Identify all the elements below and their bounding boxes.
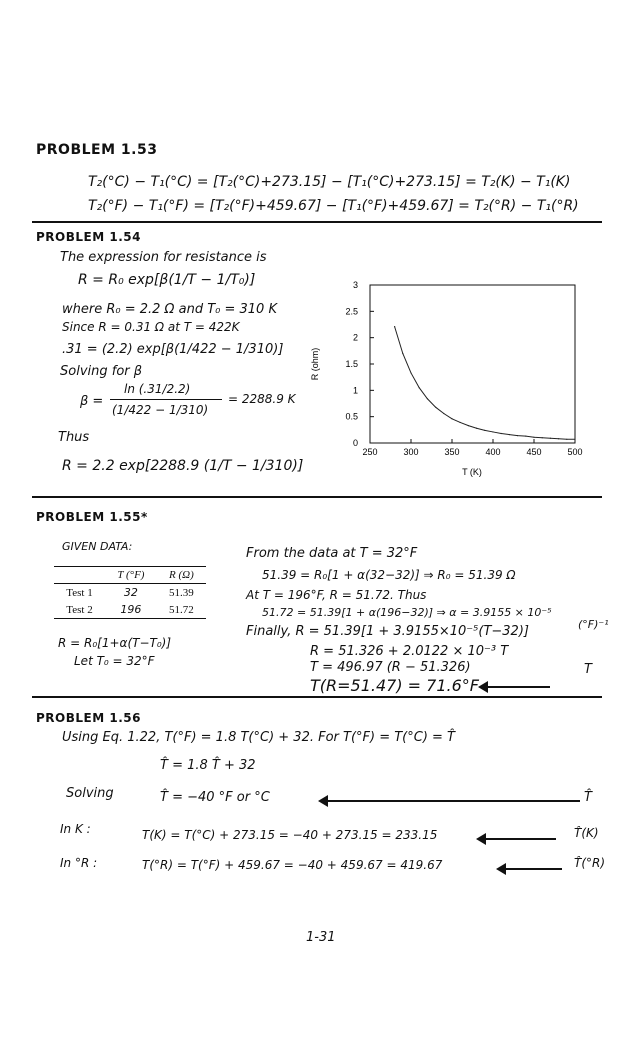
table-header-row xyxy=(54,567,206,584)
chart-data-point xyxy=(394,326,395,327)
p154-line-substitution: .31 = (2.2) exp[β(1/422 − 1/310)] xyxy=(62,342,284,357)
chart-data-point xyxy=(501,433,502,434)
p156-line-4: T(K) = T(°C) + 273.15 = −40 + 273.15 = 233.15 xyxy=(142,828,438,842)
table-row xyxy=(54,584,206,602)
chart-data-point xyxy=(402,353,403,354)
chart-x-tick-label: 300 xyxy=(403,447,419,457)
p156-answer-2: T̂(K) xyxy=(574,826,599,840)
table-header-cell: R (Ω) xyxy=(169,569,194,581)
p155-right-line-5: Finally, R = 51.39[1 + 3.9155×10⁻⁵(T−32)] xyxy=(246,624,529,639)
table-cell: 196 xyxy=(120,603,142,616)
chart-x-tick-label: 450 xyxy=(526,447,542,457)
p155-reference-temp: Let T₀ = 32°F xyxy=(74,654,155,668)
chart-y-tick-label: 3 xyxy=(352,280,358,290)
table-cell: Test 2 xyxy=(66,603,93,616)
p155-right-line-7: T = 496.97 (R − 51.326) xyxy=(310,660,471,675)
p156-answer-1: T̂ xyxy=(584,790,592,805)
arrow-icon xyxy=(480,686,550,688)
chart-y-tick-label: 0.5 xyxy=(345,411,358,422)
table-cell: 32 xyxy=(123,586,138,599)
p155-alpha-units: (°F)⁻¹ xyxy=(578,618,609,631)
page-number: 1-31 xyxy=(306,930,336,945)
p155-given-data: GIVEN DATA: xyxy=(62,540,133,553)
divider xyxy=(32,221,602,223)
chart-data-point xyxy=(443,413,444,414)
chart-y-tick-label: 2.5 xyxy=(345,306,358,317)
table-cell: Test 1 xyxy=(66,586,93,599)
divider xyxy=(32,696,602,698)
chart-data-point xyxy=(542,437,543,438)
chart-data-point xyxy=(517,435,518,436)
p155-final-answer: T(R=51.47) = 71.6°F xyxy=(310,676,479,695)
divider xyxy=(32,496,602,498)
chart-data-point xyxy=(476,428,477,429)
p154-fraction-denominator: (1/422 − 1/310) xyxy=(112,403,209,417)
problem-1-56-header: PROBLEM 1.56 xyxy=(36,711,141,725)
p154-line-expression: The expression for resistance is xyxy=(60,250,267,265)
p155-model-equation: R = R₀[1+α(T−T₀)] xyxy=(58,636,172,650)
p154-line-solving: Solving for β xyxy=(60,364,143,379)
p154-line-result: R = 2.2 exp[2288.9 (1/T − 1/310)] xyxy=(62,458,304,474)
chart-x-tick-label: 350 xyxy=(444,447,460,457)
table-header-cell xyxy=(54,567,105,584)
chart-data-point xyxy=(558,438,559,439)
p156-solving-label: Solving xyxy=(66,786,114,801)
p155-right-line-6: R = 51.326 + 2.0122 × 10⁻³ T xyxy=(310,644,509,659)
p155-data-table-wrap xyxy=(54,566,206,619)
table-row xyxy=(54,601,206,618)
arrow-icon xyxy=(498,868,562,870)
p153-equation-1: T₂(°C) − T₁(°C) = [T₂(°C)+273.15] − [T₁(°C)+273.15] = T₂(K) − T₁(K) xyxy=(88,174,571,190)
chart-data-point xyxy=(419,387,420,388)
chart-data-point xyxy=(533,437,534,438)
problem-1-54-header: PROBLEM 1.54 xyxy=(36,230,141,244)
p155-answer-marker: T xyxy=(584,662,592,677)
p153-equation-2: T₂(°F) − T₁(°F) = [T₂(°F)+459.67] − [T₁(°F)+459.67] = T₂(°R) − T₁(°R) xyxy=(88,198,579,214)
chart-data-point xyxy=(525,436,526,437)
p155-data-table xyxy=(54,567,206,618)
p154-beta-label: β = xyxy=(80,394,104,409)
p156-in-k-label: In K : xyxy=(60,822,91,836)
p156-in-r-label: In °R : xyxy=(60,856,98,870)
p154-fraction-bar xyxy=(110,399,222,400)
chart-y-axis-label: R (ohm) xyxy=(310,347,320,381)
p154-beta-value: = 2288.9 K xyxy=(228,392,296,406)
chart-data-point xyxy=(410,372,411,373)
p154-line-formula: R = R₀ exp[β(1/T − 1/T₀)] xyxy=(78,272,256,288)
chart-plot-frame xyxy=(370,285,575,443)
chart-y-tick-label: 1.5 xyxy=(345,359,358,369)
problem-1-53-header: PROBLEM 1.53 xyxy=(36,142,158,158)
chart-data-point xyxy=(509,434,510,435)
chart-data-point xyxy=(468,425,469,426)
p155-right-line-3: At T = 196°F, R = 51.72. Thus xyxy=(246,588,427,602)
chart-data-point xyxy=(427,398,428,399)
table-header-cell: T (°F) xyxy=(117,569,145,581)
p156-line-3: T̂ = −40 °F or °C xyxy=(160,790,270,805)
problem-1-55-header: PROBLEM 1.55* xyxy=(36,510,148,524)
p156-line-5: T(°R) = T(°F) + 459.67 = −40 + 459.67 = 419.67 xyxy=(142,858,443,872)
chart-x-tick-label: 400 xyxy=(485,447,501,457)
chart-x-tick-label: 500 xyxy=(567,447,583,457)
chart-data-point xyxy=(574,439,575,440)
p154-fraction-numerator: ln (.31/2.2) xyxy=(124,382,191,396)
chart-data-point xyxy=(566,439,567,440)
p154-line-where: where R₀ = 2.2 Ω and T₀ = 310 K xyxy=(62,302,277,317)
arrow-icon xyxy=(320,800,580,802)
p154-line-since: Since R = 0.31 Ω at T = 422K xyxy=(62,320,240,334)
arrow-icon xyxy=(478,838,556,840)
chart-data-point xyxy=(550,438,551,439)
p155-right-line-2: 51.39 = R₀[1 + α(32−32)] ⇒ R₀ = 51.39 Ω xyxy=(262,568,516,582)
chart-y-tick-label: 1 xyxy=(352,385,358,396)
p156-answer-3: T̂(°R) xyxy=(574,856,606,870)
chart-x-tick-label: 250 xyxy=(362,447,378,457)
chart-data-point xyxy=(451,418,452,419)
p156-line-2: T̂ = 1.8 T̂ + 32 xyxy=(160,758,256,773)
p155-right-line-4: 51.72 = 51.39[1 + α(196−32)] ⇒ α = 3.9155 × 10⁻⁵ xyxy=(262,606,552,619)
table-cell: 51.39 xyxy=(169,586,194,599)
chart-series-line xyxy=(395,327,575,440)
chart-data-point xyxy=(484,430,485,431)
p156-line-1: Using Eq. 1.22, T(°F) = 1.8 T(°C) + 32. For T(°F) = T(°C) = T̂ xyxy=(62,730,456,745)
p154-line-thus: Thus xyxy=(58,430,90,445)
chart-y-tick-label: 2 xyxy=(352,332,358,343)
chart-x-axis-label: T (K) xyxy=(462,467,482,477)
chart-data-point xyxy=(435,407,436,408)
table-cell: 51.72 xyxy=(169,603,194,616)
chart-data-point xyxy=(460,422,461,423)
chart-y-tick-label: 0 xyxy=(352,438,358,448)
p155-right-line-1: From the data at T = 32°F xyxy=(246,546,418,561)
chart-data-point xyxy=(492,431,493,432)
